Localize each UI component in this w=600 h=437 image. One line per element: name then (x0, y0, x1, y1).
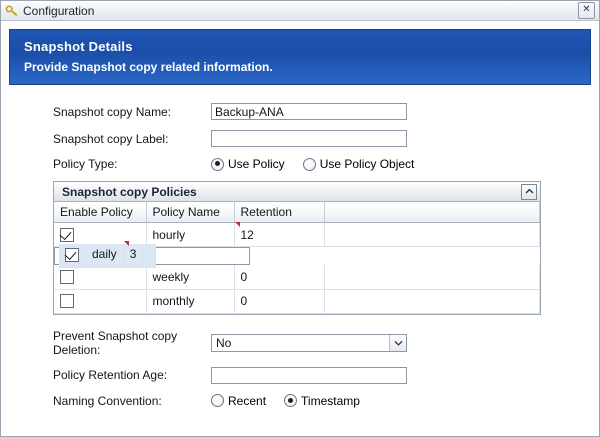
table-row[interactable] (54, 289, 540, 313)
snapshot-label-input[interactable] (211, 130, 407, 147)
table-row[interactable] (54, 265, 540, 289)
row-snapshot-label (1, 130, 599, 147)
table-row[interactable] (54, 247, 250, 265)
radio-recent[interactable] (211, 394, 266, 408)
chevron-up-icon[interactable] (521, 184, 537, 200)
row-filler (324, 289, 540, 313)
checkbox-enable-hourly[interactable] (60, 228, 74, 242)
policy-name-cell: weekly (146, 265, 234, 289)
radio-use-policy[interactable] (211, 157, 285, 171)
close-icon[interactable]: ✕ (578, 2, 595, 19)
policies-table-header-row (54, 202, 540, 223)
snapshot-name-label: Snapshot copy Name: (53, 104, 172, 119)
radio-recent-indicator[interactable] (211, 394, 224, 407)
retention-cell[interactable] (234, 289, 324, 313)
radio-timestamp[interactable] (284, 394, 360, 408)
window-titlebar (1, 1, 599, 21)
radio-use-policy-object-indicator[interactable] (303, 158, 316, 171)
retention-cell[interactable] (234, 223, 324, 247)
prevent-deletion-label: Prevent Snapshot copy Deletion: (53, 328, 178, 357)
column-filler (324, 202, 540, 223)
window-title: Configuration (23, 3, 95, 18)
naming-convention-label: Naming Convention: (53, 393, 162, 408)
snapshot-name-input[interactable] (211, 103, 407, 120)
prevent-deletion-value: No (216, 335, 232, 350)
row-prevent-deletion (1, 329, 599, 357)
page-subtitle: Provide Snapshot copy related information. (24, 60, 273, 74)
radio-use-policy-object[interactable] (303, 157, 415, 171)
retention-age-label: Policy Retention Age: (53, 368, 168, 382)
retention-cell[interactable] (234, 265, 324, 289)
policy-type-radio-group (211, 157, 414, 171)
radio-timestamp-indicator[interactable] (284, 394, 297, 407)
radio-use-policy-label: Use Policy (228, 157, 285, 171)
retention-cell[interactable] (124, 244, 144, 268)
snapshot-policies-panel (53, 181, 541, 315)
row-snapshot-name (1, 103, 599, 120)
radio-timestamp-label: Timestamp (301, 393, 360, 408)
prevent-deletion-select[interactable] (211, 334, 407, 352)
enable-policy-cell[interactable] (59, 244, 86, 268)
policies-panel-header (54, 182, 540, 202)
checkbox-enable-monthly[interactable] (60, 294, 74, 308)
checkbox-enable-daily[interactable] (65, 248, 79, 262)
retention-value: 0 (240, 294, 248, 308)
retention-age-input[interactable] (211, 367, 407, 384)
chevron-down-icon[interactable] (389, 335, 406, 351)
retention-value: 3 (129, 247, 137, 261)
retention-value: 12 (240, 227, 254, 242)
page-title: Snapshot Details (24, 39, 133, 54)
enable-policy-cell[interactable] (54, 265, 146, 289)
retention-value: 0 (240, 269, 248, 284)
checkbox-enable-weekly[interactable] (60, 270, 74, 284)
policy-name-cell: hourly (146, 223, 234, 247)
enable-policy-cell[interactable] (54, 223, 146, 247)
snapshot-label-label: Snapshot copy Label: (53, 131, 169, 146)
column-retention[interactable]: Retention (234, 202, 324, 223)
radio-use-policy-indicator[interactable] (211, 158, 224, 171)
row-naming-convention (1, 394, 599, 408)
radio-recent-label: Recent (228, 393, 267, 408)
snapshot-details-form (1, 85, 599, 408)
enable-policy-cell[interactable] (54, 289, 146, 313)
policies-table (54, 202, 540, 314)
naming-convention-radio-group (211, 394, 360, 408)
key-icon (5, 4, 19, 18)
policy-name-cell: monthly (146, 289, 234, 313)
policy-name-cell: daily (86, 244, 124, 268)
row-filler (324, 265, 540, 289)
page-header (9, 29, 591, 85)
policies-panel-title: Snapshot copy Policies (62, 184, 197, 199)
radio-use-policy-object-label: Use Policy Object (319, 157, 415, 171)
policy-type-label: Policy Type: (53, 157, 118, 171)
row-filler (143, 244, 156, 268)
row-filler (324, 223, 540, 247)
column-enable-policy[interactable]: Enable Policy (54, 202, 146, 223)
bottom-form-rows (1, 329, 599, 408)
column-policy-name[interactable]: Policy Name (146, 202, 234, 223)
row-retention-age (1, 367, 599, 384)
row-policy-type (1, 157, 599, 171)
